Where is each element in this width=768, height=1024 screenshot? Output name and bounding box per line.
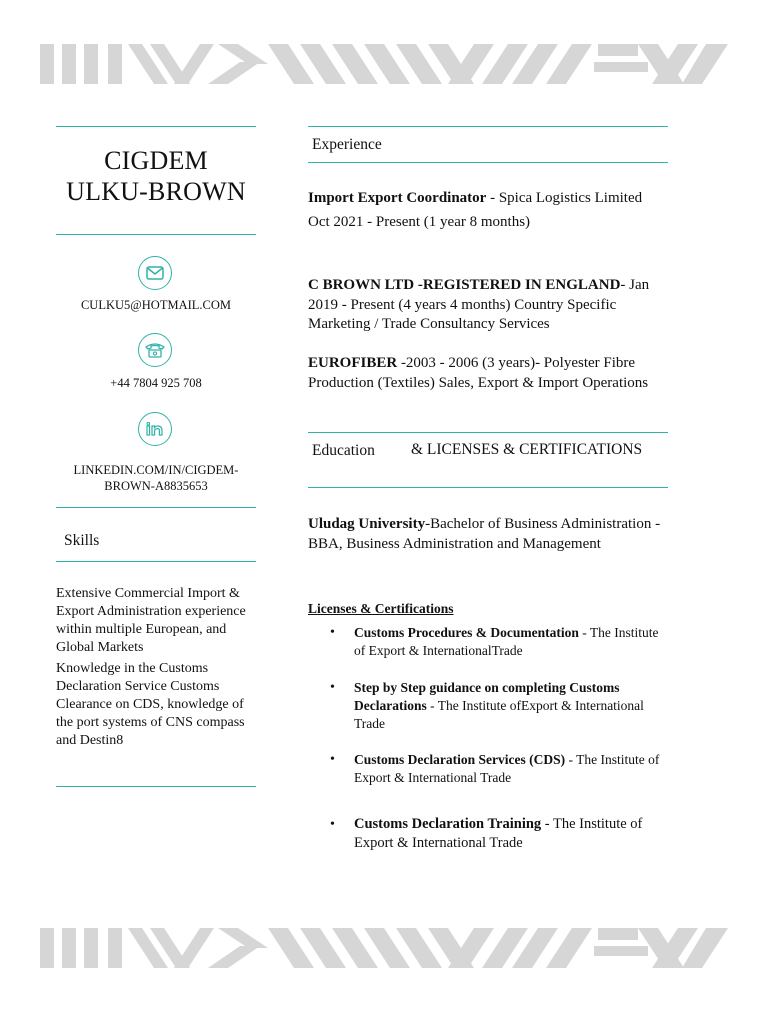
bullet: • xyxy=(330,752,335,767)
school-name: Uludag University xyxy=(308,516,426,532)
skill-paragraph: Knowledge in the Customs Declaration Service Customs Clearance on CDS, knowledge of the port systems of CNS compass and Destin8 xyxy=(56,661,245,748)
candidate-name xyxy=(56,145,256,207)
job-title: C BROWN LTD -REGISTERED IN ENGLAND xyxy=(308,277,621,293)
decorative-stripe-band-bottom xyxy=(38,926,730,970)
licenses-title: Licenses & Certifications xyxy=(308,601,454,616)
job-company: - Spica Logistics Limited xyxy=(486,190,643,206)
experience-entry-1 xyxy=(308,189,668,232)
left-divider-bottom xyxy=(56,786,256,787)
license-issuer: - The Institute ofExport & International Trade xyxy=(354,698,644,731)
education-heading: Education xyxy=(312,442,375,459)
license-name: Step by Step guidance on completing Customs Declarations xyxy=(354,680,620,713)
license-name: Customs Procedures & Documentation xyxy=(354,625,579,640)
job-dates: Oct 2021 - Present (1 year 8 months) xyxy=(308,213,531,230)
left-divider-name xyxy=(56,234,256,235)
license-issuer: - The Institute of Export & International Trade xyxy=(354,816,643,851)
email-address[interactable]: CULKU5@HOTMAIL.COM xyxy=(80,298,232,312)
telephone-icon xyxy=(138,333,172,367)
job-details: -2003 - 2006 (3 years)- Polyester Fibre Production (Textiles) Sales, Export & Import Operations xyxy=(308,355,649,391)
left-divider-contacts xyxy=(56,507,256,508)
bullet: • xyxy=(330,680,335,695)
license-name: Customs Declaration Training xyxy=(354,816,542,832)
education-divider-bottom xyxy=(308,487,668,488)
license-issuer: - The Institute of Export & InternationalTrade xyxy=(354,625,659,658)
experience-divider-bottom xyxy=(308,162,668,163)
degree: -Bachelor of Business Administration - BBA, Business Administration and Management xyxy=(308,516,661,552)
experience-entry-3 xyxy=(308,354,668,393)
job-title: Import Export Coordinator xyxy=(308,190,487,206)
decorative-stripe-band-top xyxy=(38,42,730,86)
education-divider-top xyxy=(308,432,668,433)
phone-number: +44 7804 925 708 xyxy=(110,376,202,390)
envelope-icon xyxy=(138,256,172,290)
experience-entry-2 xyxy=(308,276,668,335)
license-name: Customs Declaration Services (CDS) xyxy=(354,752,566,767)
bullet: • xyxy=(330,625,335,640)
license-issuer: - The Institute of Export & International Trade xyxy=(354,752,660,785)
bullet: • xyxy=(330,817,335,832)
name-line-2: ULKU-BROWN xyxy=(66,177,246,206)
skills-list xyxy=(56,585,254,753)
name-line-1: CIGDEM xyxy=(104,146,208,175)
left-divider-top xyxy=(56,126,256,127)
job-title: EUROFIBER xyxy=(308,355,398,371)
education-entry xyxy=(308,515,668,554)
experience-divider-top xyxy=(308,126,668,127)
job-details: - Jan 2019 - Present (4 years 4 months) Country Specific Marketing / Trade Consultancy Services xyxy=(308,277,650,332)
licenses-heading: & LICENSES & CERTIFICATIONS xyxy=(411,441,643,458)
experience-heading: Experience xyxy=(312,136,382,153)
skills-heading-underline xyxy=(56,561,256,562)
linkedin-icon xyxy=(138,412,172,446)
skill-paragraph: Extensive Commercial Import & Export Administration experience within multiple European, and Global Markets xyxy=(56,586,246,655)
linkedin-url[interactable]: LINKEDIN.COM/IN/CIGDEM-BROWN-A8835653 xyxy=(73,463,239,493)
skills-heading: Skills xyxy=(64,532,100,549)
